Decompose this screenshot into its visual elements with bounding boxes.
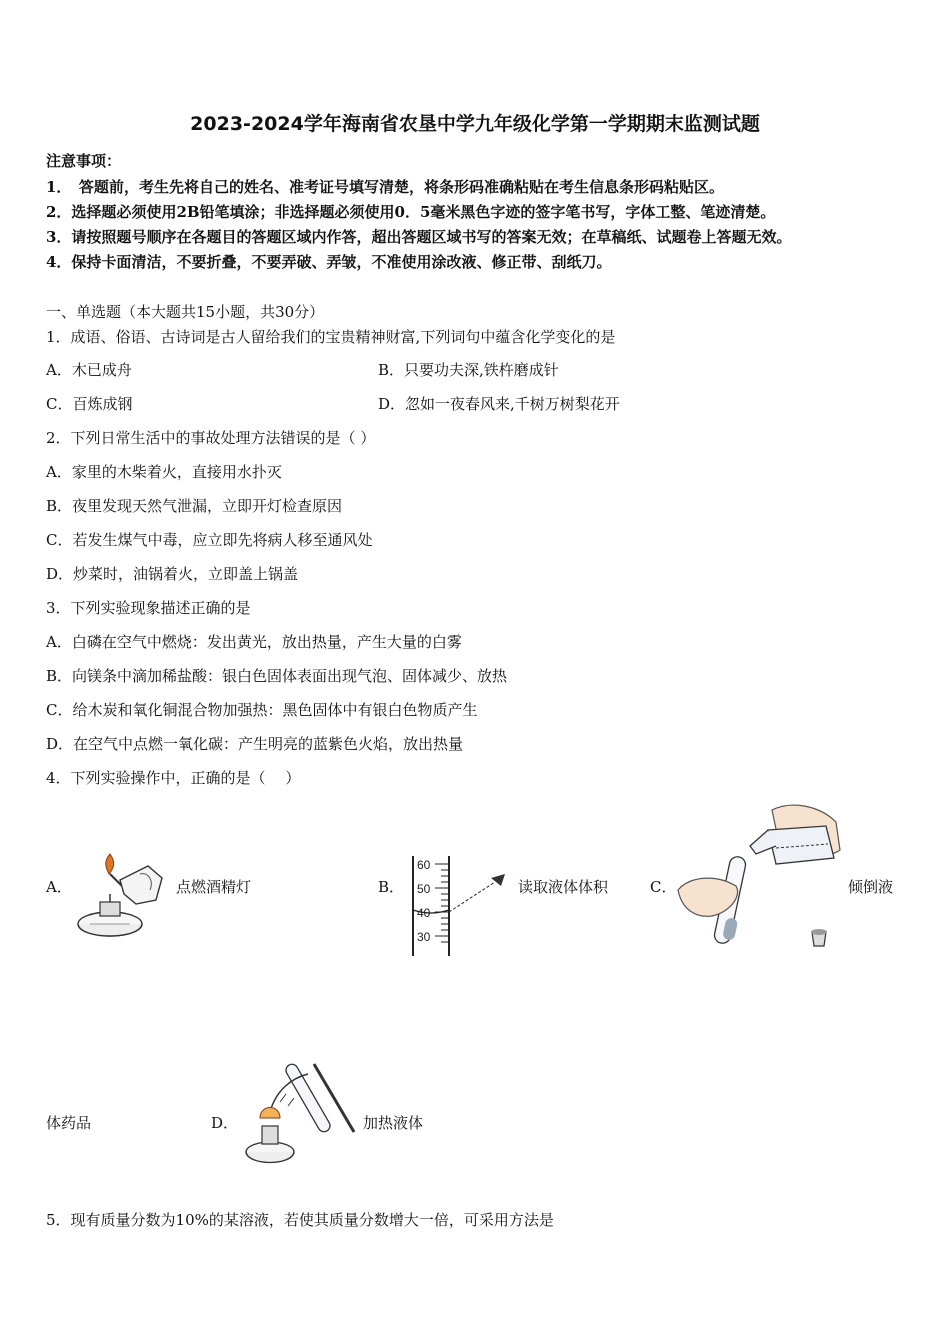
notice-heading: 注意事项： <box>46 152 122 170</box>
section-heading: 一、单选题（本大题共15小题，共30分） <box>46 303 325 321</box>
question-4-option-a-text: 点燃酒精灯 <box>176 878 252 896</box>
cylinder-tick-label: 30 <box>417 930 431 944</box>
cylinder-tick-label: 40 <box>417 906 431 920</box>
question-3-stem: 3．下列实验现象描述正确的是 <box>46 599 251 617</box>
heating-liquid-figure <box>236 1060 360 1172</box>
question-2-option-d: D．炒菜时，油锅着火，立即盖上锅盖 <box>46 565 299 583</box>
question-1-stem: 1．成语、俗语、古诗词是古人留给我们的宝贵精神财富,下列词句中蕴含化学变化的是 <box>46 328 616 346</box>
question-5-stem: 5．现有质量分数为10%的某溶液，若使其质量分数增大一倍，可采用方法是 <box>46 1211 554 1229</box>
question-4-option-d-text: 加热液体 <box>363 1114 424 1132</box>
notice-item: 4．保持卡面清洁，不要折叠，不要弄破、弄皱，不准使用涂改液、修正带、刮纸刀。 <box>46 253 612 271</box>
question-3-option-c: C．给木炭和氧化铜混合物加强热：黑色固体中有银白色物质产生 <box>46 701 478 719</box>
graduated-cylinder-figure <box>405 852 515 960</box>
page-title: 2023-2024学年海南省农垦中学九年级化学第一学期期末监测试题 <box>190 113 760 135</box>
notice-item: 1． 答题前，考生先将自己的姓名、准考证号填写清楚，将条形码准确粘贴在考生信息条形码粘贴区。 <box>46 178 724 196</box>
question-4-option-c-letter: C． <box>650 878 677 896</box>
question-4-option-c-text-continued: 体药品 <box>46 1114 92 1132</box>
question-2-option-a: A．家里的木柴着火，直接用水扑灭 <box>46 463 282 481</box>
question-2-option-c: C．若发生煤气中毒，应立即先将病人移至通风处 <box>46 531 373 549</box>
cylinder-tick-label: 60 <box>417 858 431 872</box>
question-1-option-d: D．忽如一夜春风来,千树万树梨花开 <box>378 395 620 413</box>
question-1-option-b: B．只要功夫深,铁杵磨成针 <box>378 361 559 379</box>
cylinder-tick-label: 50 <box>417 882 431 896</box>
alcohol-lamp-lighting-figure <box>70 848 170 948</box>
notice-item: 3．请按照题号顺序在各题目的答题区域内作答，超出答题区域书写的答案无效；在草稿纸、试题卷上答题无效。 <box>46 228 792 246</box>
question-4-stem: 4．下列实验操作中，正确的是（ ） <box>46 769 301 787</box>
question-1-option-c: C．百炼成钢 <box>46 395 133 413</box>
question-3-option-d: D．在空气中点燃一氧化碳：产生明亮的蓝紫色火焰，放出热量 <box>46 735 464 753</box>
question-3-option-a: A．白磷在空气中燃烧：发出黄光，放出热量，产生大量的白雾 <box>46 633 462 651</box>
question-4-option-d-letter: D． <box>211 1114 239 1132</box>
question-2-stem: 2．下列日常生活中的事故处理方法错误的是（ ） <box>46 429 376 447</box>
question-3-option-b: B．向镁条中滴加稀盐酸：银白色固体表面出现气泡、固体减少、放热 <box>46 667 508 685</box>
question-2-option-b: B．夜里发现天然气泄漏，立即开灯检查原因 <box>46 497 343 515</box>
notice-item: 2．选择题必须使用2B铅笔填涂；非选择题必须使用0．5毫米黑色字迹的签字笔书写，字体工整、笔迹清楚。 <box>46 203 776 221</box>
question-4-option-c-text: 倾倒液 <box>848 878 894 896</box>
question-1-option-a: A．木已成舟 <box>46 361 132 379</box>
question-4-option-b-letter: B． <box>378 878 405 896</box>
pouring-liquid-figure <box>676 800 848 952</box>
question-4-option-b-text: 读取液体体积 <box>518 878 609 896</box>
question-4-option-a-letter: A． <box>46 878 72 896</box>
